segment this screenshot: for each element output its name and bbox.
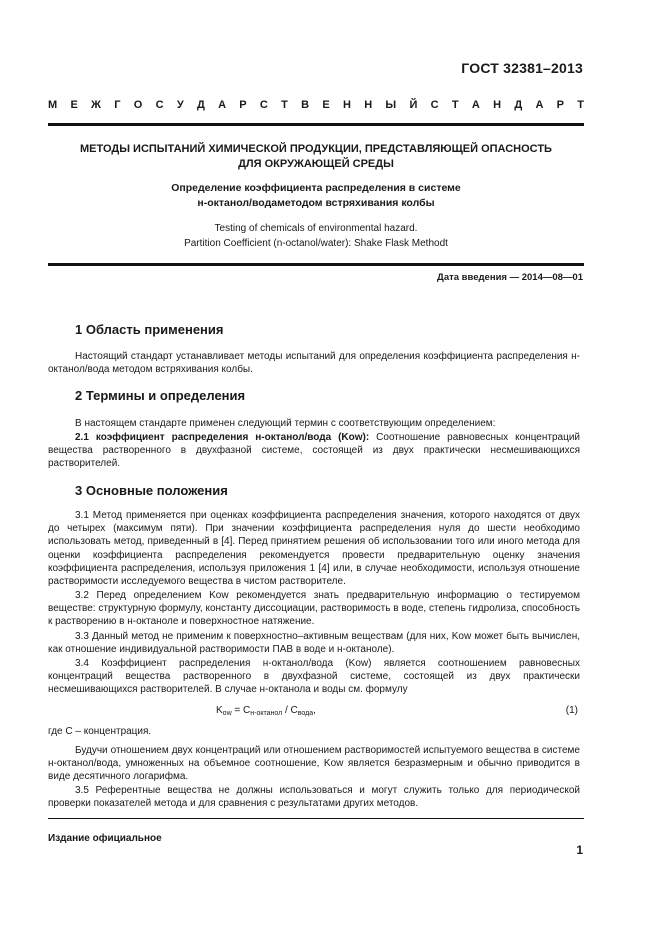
title-line-1: МЕТОДЫ ИСПЫТАНИЙ ХИМИЧЕСКОЙ ПРОДУКЦИИ, ПРЕДСТАВЛЯЮЩЕЙ ОПАСНОСТЬ (80, 143, 552, 155)
title-line-2: ДЛЯ ОКРУЖАЮЩЕЙ СРЕДЫ (238, 157, 394, 170)
paragraph-3-3: 3.3 Данный метод не применим к поверхностно–активным веществам (для них, Kow может быть вычислен, как отношение индивидуальной растворимости ПАВ в воде и н-октаноле). (48, 631, 580, 656)
formula-number: (1) (565, 705, 578, 716)
document-number: ГОСТ 32381–2013 (461, 60, 583, 76)
section-2-heading: 2 Термины и определения (75, 388, 246, 403)
english-title (48, 222, 584, 251)
term-name: 2.1 коэффициент распределения н-октанол/вода (Kow): (75, 432, 370, 443)
english-title-line-1: Testing of chemicals of environmental hazard. (214, 223, 418, 234)
formula-expression: $K_{ow} = C_{н-октанол} / C_{вода}$, (216, 705, 316, 717)
introduction-date: Дата введения — 2014—08—01 (437, 272, 583, 283)
section-1-heading: 1 Область применения (75, 322, 224, 337)
subtitle-line-1: Определение коэффициента распределения в системе (171, 182, 461, 194)
section-1-paragraph: Настоящий стандарт устанавливает методы испытаний для определения коэффициента распределения н-октанол/вода методом встряхивания колбы. (48, 351, 580, 376)
document-subtitle (48, 181, 584, 210)
footer-rule (48, 818, 584, 819)
paragraph-ratio: Будучи отношением двух концентраций или отношением растворимостей испытуемого вещества в системе н-октанол/вода, умноженных на объемное соотношение, Kow является безразмерным и обычно приводится в виде десятичного логарифма. (48, 745, 580, 783)
title-rule (48, 263, 584, 266)
paragraph-3-2: 3.2 Перед определением Kow рекомендуется знать предварительную информацию о тестируемом веществе: структурную формулу, константу диссоциации, растворимость в воде, степень гидролиза, способность к растворению в н-октаноле и поверхностное натяжение. (48, 590, 580, 628)
paragraph-3-1: 3.1 Метод применяется при оценках коэффициента распределения значения, которого находятся от двух до четырех (максимум пяти). При значении коэффициента распределения нуля до шести необходимо использовать метод, приведенный в [4]. Перед принятием решения об использовании того или иного метода для оценки коэффициента распределения рекомендуется провести предварительную оценку значения коэффициента распределения, используя приложения 1 [4] или, в случае необходимости, используя отношение растворимости исследуемого вещества в чистом растворителе. (48, 510, 580, 588)
paragraph-3-5: 3.5 Референтные вещества не должны использоваться и могут служить только для периодической проверки показателей метода и для сравнения с результатами других методов. (48, 785, 580, 810)
document-title (48, 142, 584, 171)
page-number: 1 (576, 843, 583, 857)
section-2-paragraph: В настоящем стандарте применен следующий термин с соответствующим определением: (75, 418, 496, 429)
formula-where: где C – концентрация. (48, 726, 152, 737)
english-title-line-2: Partition Coefficient (n-octanol/water): Shake Flask Methodt (184, 237, 448, 249)
term-text: Соотношение равновесных концентраций вещества растворенного в двухфазной системе, состоящей из двух практически несмешивающихся растворителей. (48, 432, 580, 470)
interstate-standard-banner: М Е Ж Г О С У Д А Р С Т В Е Н Н Ы Й С Т А Н Д А Р Т (48, 99, 584, 111)
section-3-heading: 3 Основные положения (75, 483, 228, 498)
paragraph-3-4: 3.4 Коэффициент распределения н-октанол/вода (Kow) является соотношением равновесных концентраций вещества растворенного в двухфазной системе, состоящей из двух практически несмешивающихся растворителей. В случае н-октанола и воды см. формулу (48, 658, 580, 696)
subtitle-line-2: н-октанол/водаметодом встряхивания колбы (197, 196, 435, 209)
official-edition-label: Издание официальное (48, 833, 162, 844)
term-definition (48, 431, 580, 471)
header-rule (48, 123, 584, 126)
